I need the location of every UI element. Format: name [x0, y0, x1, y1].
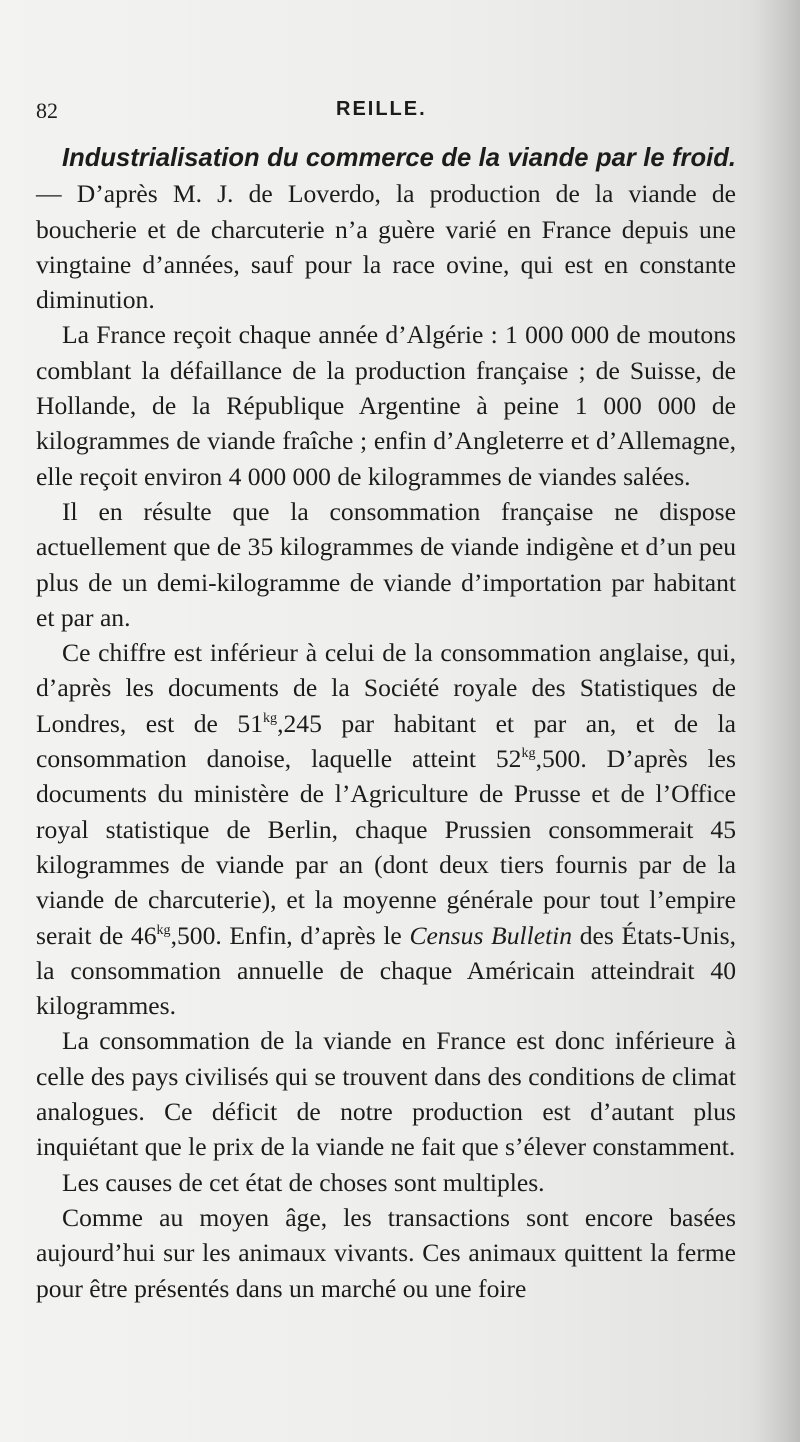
- unit-superscript: kg: [521, 745, 536, 762]
- running-head: REILLE.: [336, 98, 427, 120]
- paragraph-6: Les causes de cet état de choses sont multiples.: [62, 1167, 545, 1197]
- paragraph-3: Il en résulte que la consommation française ne dispose actuellement que de 35 kilogrammes de viande indigène et d’un peu plus de un demi-kilogramme de viande d’importation par habitant et par an.: [36, 496, 736, 632]
- paragraph-4-part-e: des États-Unis, la consommation annuelle de chaque Américain atteindrait 40 kilogrammes.: [36, 920, 736, 1021]
- paragraph-4: [36, 635, 736, 1023]
- paragraph-2: La France reçoit chaque année d’Algérie : 1 000 000 de moutons comblant la défaillance de la production française ; de Suisse, de Hollande, de la République Argentine à peine 1 000 000 de kilogrammes de viande fraîche ; enfin d’Angleterre et d’Allemagne, elle reçoit environ 4 000 000 de kilogrammes de viandes salées.: [36, 320, 736, 491]
- page-header: [36, 98, 736, 130]
- paragraph-7: Comme au moyen âge, les transactions sont encore basées aujourd’hui sur les animaux vivants. Ces animaux quittent la ferme pour être présentés dans un marché ou une foire: [36, 1202, 736, 1303]
- body-text: [36, 140, 736, 1306]
- paragraph-1: [36, 140, 736, 317]
- paragraph-1-text: — D’après M. J. de Loverdo, la production de la viande de boucherie et de charcuterie n’a guère varié en France depuis une vingtaine d’années, sauf pour la race ovine, qui est en constante diminution.: [36, 179, 736, 315]
- page-gutter-shadow: [754, 0, 800, 1442]
- unit-superscript: kg: [263, 709, 278, 726]
- census-bulletin-title: Census Bulletin: [409, 920, 573, 950]
- section-title: Industrialisation du commerce de la viande par le froid.: [62, 144, 736, 172]
- paragraph-4-part-d: ,500. Enfin, d’après le: [170, 920, 410, 950]
- paragraph-4-part-c: ,500. D’après les documents du ministère de l’Agriculture de Prusse et de l’Office royal statistique de Berlin, chaque Prussien consommerait 45 kilogrammes de viande par an (dont deux tiers fournis par de la viande de charcuterie), et la moyenne générale pour tout l’empire serait de 46: [36, 744, 737, 950]
- paragraph-5: La consommation de la viande en France est donc inférieure à celle des pays civilisés qui se trouvent dans des conditions de climat analogues. Ce déficit de notre production est d’autant plus inquiétant que le prix de la viande ne fait que s’élever constamment.: [36, 1026, 736, 1162]
- paragraph-4-part-b: ,245 par habitant et par an, et de la consommation danoise, laquelle atteint 52: [36, 708, 736, 774]
- unit-superscript: kg: [156, 921, 171, 938]
- paragraph-4-part-a: Ce chiffre est inférieur à celui de la consommation anglaise, qui, d’après les documents de la Société royale des Statistiques de Londres, est de 51: [36, 638, 736, 738]
- page-number: 82: [36, 98, 58, 123]
